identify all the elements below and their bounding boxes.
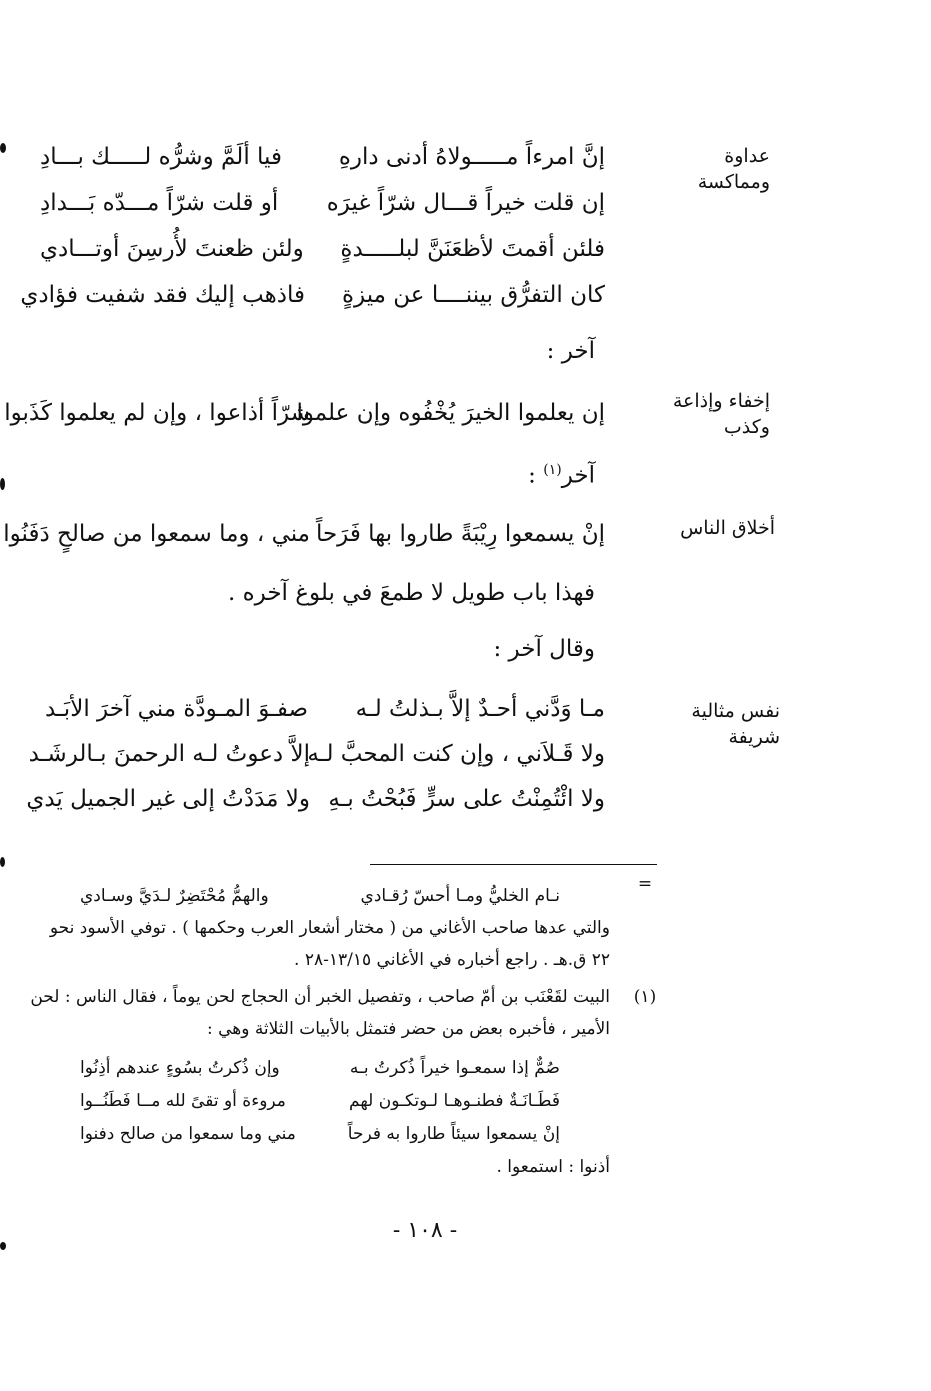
verse-second-half: مني ، وما سمعوا من صالحٍ دَفَنُوا xyxy=(3,521,310,547)
footnote-text-line: الأمير ، فأخبره بعض من حضر فتمثل بالأبيات الثلاثة وهي : xyxy=(206,1019,610,1039)
scan-mark xyxy=(0,143,6,153)
footnote-verse-first-half: إنْ يسمعوا سيئاً طاروا به فرحاً xyxy=(347,1124,560,1144)
side-note: إخفاء وإذاعة وكذب xyxy=(672,390,770,438)
footnote-separator xyxy=(370,864,657,865)
heading-colon: : xyxy=(528,462,536,489)
verse-first-half: مـا وَدَّني أحـدٌ إلاَّ بـذلتُ لـه xyxy=(355,696,605,722)
scan-mark xyxy=(0,478,5,490)
footnote-number: (١) xyxy=(633,987,657,1007)
verse-first-half: إنَّ امرءاً مـــــولاهُ أدنى دارهِ xyxy=(338,144,605,170)
footnote-verse-second-half: والهمُّ مُحْتَضِرٌ لـدَيَّ وسـادي xyxy=(80,886,269,906)
footnote-verse-second-half: مني وما سمعوا من صالح دفنوا xyxy=(80,1124,296,1144)
verse-first-half: ولا ائْتُمِنْتُ على سرٍّ فَبُحْتُ بـهِ xyxy=(328,786,605,812)
verse-second-half: شرّاً أذاعوا ، وإن لم يعلموا كَذَبوا xyxy=(4,400,310,426)
footnote-verse-second-half: وإن ذُكرتُ بسُوءٍ عندهم أذِنُوا xyxy=(80,1058,280,1078)
verse-first-half: إن يعلموا الخيرَ يُخْفُوه وإن علموا xyxy=(296,400,605,426)
footnote-ref: (١) xyxy=(543,462,562,478)
footnote-verse-first-half: نـام الخليُّ ومـا أحسّ رُقـادي xyxy=(360,886,560,906)
side-note: أخلاق الناس xyxy=(680,517,775,539)
footnote-text-line: البيت لقَعْنَب بن أمّ صاحب ، وتفصيل الخبر أن الحجاج لحن يوماً ، فقال الناس : لحن xyxy=(30,987,610,1007)
verse-second-half: ولئن ظعنتَ لأُرسِنَ أوتـــادي xyxy=(40,236,304,262)
verse-second-half: صفـوَ المـودَّة مني آخرَ الأبَـد xyxy=(45,696,309,722)
verse-second-half: ولا مَدَدْتُ إلى غير الجميل يَدي xyxy=(26,786,310,812)
footnote-verse-first-half: صُمٌّ إذا سمعـوا خيراً ذُكرتُ بـه xyxy=(349,1058,560,1078)
page-number: - ١٠٨ - xyxy=(392,1218,458,1243)
poem-heading: آخر : xyxy=(546,338,595,364)
verse-second-half: فاذهب إليك فقد شفيت فؤادي xyxy=(20,282,305,308)
verse-first-half: ولا قَـلاَني ، وإن كنت المحبَّ لـه xyxy=(307,741,605,767)
verse-second-half: فيا ألَمَّ وشرُّه لـــــك بـــادِ xyxy=(40,144,282,170)
verse-first-half: فلئن أقمتَ لأظعَنَنَّ لبلـــــدةٍ xyxy=(340,236,605,262)
footnote-text-line: والتي عدها صاحب الأغاني من ( مختار أشعار العرب وحكمها ) . توفي الأسود نحو xyxy=(49,918,610,938)
footnote-continuation-marker: = xyxy=(637,874,653,894)
scan-mark xyxy=(0,1242,6,1250)
verse-first-half: إن قلت خيراً قـــال شرّاً غيرَه xyxy=(326,190,605,216)
scan-mark xyxy=(0,857,5,867)
verse-second-half: أو قلت شرّاً مـــدّه بَـــدادِ xyxy=(40,190,279,216)
prose-line: فهذا باب طويل لا طمعَ في بلوغ آخره . xyxy=(227,580,595,606)
footnote-verse-first-half: فَطَـانَـةٌ فطنـوهـا لـوتكـون لهم xyxy=(349,1091,560,1111)
footnote-gloss: أذنوا : استمعوا . xyxy=(496,1157,610,1177)
heading-word: آخر xyxy=(561,462,595,489)
verse-first-half: كان التفرُّق بيننــــا عن ميزةٍ xyxy=(341,282,605,308)
poem-heading xyxy=(440,455,595,491)
prose-line: وقال آخر : xyxy=(493,636,595,662)
footnote-verse-second-half: مروءة أو تقىً لله مــا فَطَنُــوا xyxy=(80,1091,286,1111)
verse-first-half: إنْ يسمعوا رِيْبَةً طاروا بها فَرَحاً xyxy=(315,521,605,547)
side-note: نفس مثالية شريفة xyxy=(691,700,780,748)
side-note: عداوة ومماكسة xyxy=(697,145,770,193)
verse-second-half: إلاَّ دعوتُ لـه الرحمنَ بـالرشَـد xyxy=(28,741,310,767)
footnote-text-line: ٢٢ ق.هـ . راجع أخباره في الأغاني ١٣/١٥-٢٨ . xyxy=(294,950,610,970)
